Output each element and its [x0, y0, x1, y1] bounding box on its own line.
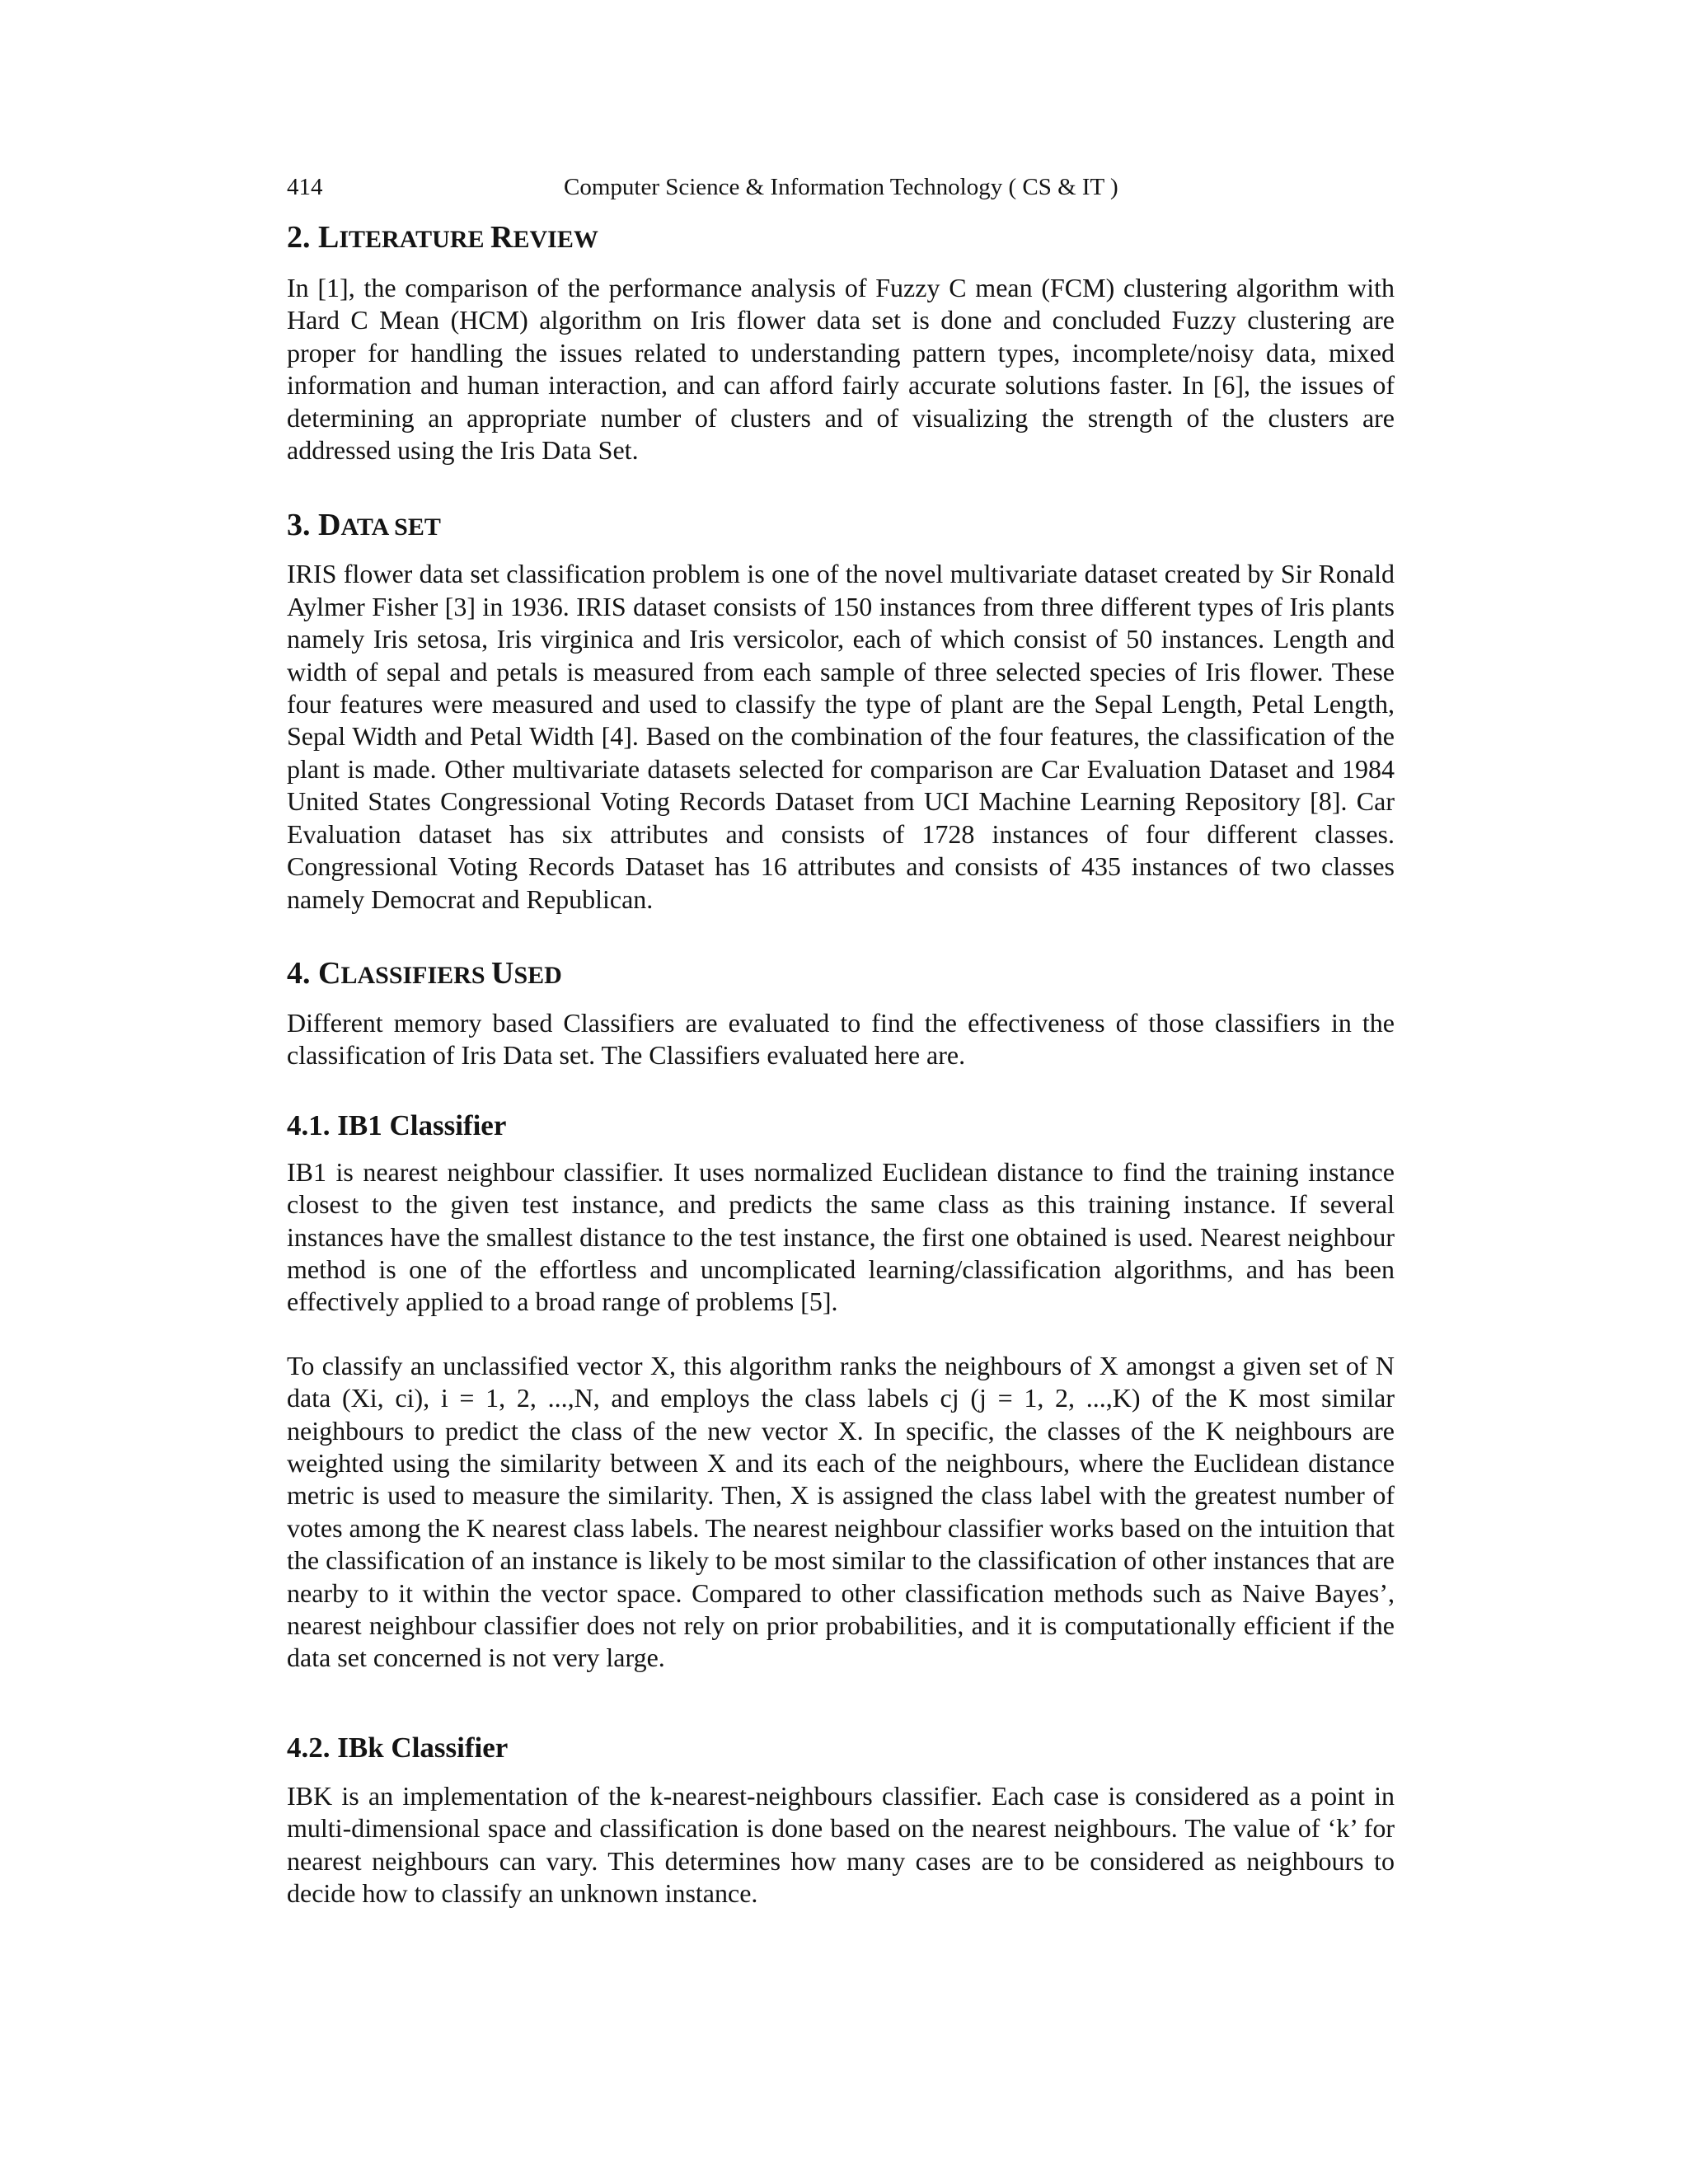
ib1-paragraph-1: IB1 is nearest neighbour classifier. It uses normalized Euclidean distance to find the training instance closest to the given test instance, and predicts the same class as this training instance. If several instances have the smallest distance to the test instance, the first one obtained is used. Nearest neighbour method is one of the effortless and uncomplicated learning/classification algorithms, and has been effectively applied to a broad range of problems [5]. — [287, 1156, 1395, 1317]
section-number: 2. — [287, 220, 311, 255]
section-heading-classifiers-used: 4. CLASSIFIERS USED — [287, 955, 562, 991]
paper-page — [287, 169, 1395, 1910]
section-heading-literature-review: 2. LITERATURE REVIEW — [287, 220, 598, 255]
ib1-paragraph-2: To classify an unclassified vector X, this algorithm ranks the neighbours of X amongst a given set of N data (Xi, ci), i = 1, 2, ...,N, and employs the class labels cj (j = 1, 2, ...,K) of the K most similar neighbours to predict the class of the new vector X. In specific, the classes of the K neighbours are weighted using the similarity between X and its each of the neighbours, where the Euclidean distance metric is used to measure the similarity. Then, X is assigned the class label with the greatest number of votes among the K nearest class labels. The nearest neighbour classifier works based on the intuition that the classification of an instance is likely to be most similar to the classification of other instances that are nearby to it within the vector space. Compared to other classification methods such as Naive Bayes’, nearest neighbour classifier does not rely on prior probabilities, and it is computationally efficient if the data set concerned is not very large. — [287, 1350, 1395, 1673]
data-set-paragraph: IRIS flower data set classification problem is one of the novel multivariate dataset created by Sir Ronald Aylmer Fisher [3] in 1936. IRIS dataset consists of 150 instances from three different types of Iris plants namely Iris setosa, Iris virginica and Iris versicolor, each of which consist of 50 instances. Length and width of sepal and petals is measured from each sample of three selected species of Iris flower. These four features were measured and used to classify the type of plant are the Sepal Length, Petal Length, Sepal Width and Petal Width [4]. Based on the combination of the four features, the classification of the plant is made. Other multivariate datasets selected for comparison are Car Evaluation Dataset and 1984 United States Congressional Voting Records Dataset from UCI Machine Learning Repository [8]. Car Evaluation dataset has six attributes and consists of 1728 instances of four different classes. Congressional Voting Records Dataset has 16 attributes and consists of 435 instances of two classes namely Democrat and Republican. — [287, 559, 1395, 914]
section-heading-data-set: 3. DATA SET — [287, 508, 441, 543]
literature-review-paragraph: In [1], the comparison of the performance analysis of Fuzzy C mean (FCM) clustering algorithm with Hard C Mean (HCM) algorithm on Iris flower data set is done and concluded Fuzzy clustering are proper for handling the issues related to understanding pattern types, incomplete/noisy data, mixed information and human interaction, and can afford fairly accurate solutions faster. In [6], the issues of determining an appropriate number of clusters and of visualizing the strength of the clusters are addressed using the Iris Data Set. — [287, 273, 1395, 466]
journal-title: Computer Science & Information Technology ( CS & IT ) — [564, 174, 1118, 200]
classifiers-used-paragraph: Different memory based Classifiers are evaluated to find the effectiveness of those classifiers in the classification of Iris Data set. The Classifiers evaluated here are. — [287, 1007, 1395, 1071]
subsection-heading-ibk: 4.2. IBk Classifier — [287, 1731, 509, 1764]
page-number: 414 — [287, 174, 323, 200]
section-number: 3. — [287, 508, 311, 543]
section-number: 4. — [287, 955, 311, 991]
subsection-heading-ib1: 4.1. IB1 Classifier — [287, 1108, 507, 1141]
ibk-paragraph: IBK is an implementation of the k-nearest-neighbours classifier. Each case is considered as a point in multi-dimensional space and classification is done based on the nearest neighbours. The value of ‘k’ for nearest neighbours can vary. This determines how many cases are to be considered as neighbours to decide how to classify an unknown instance. — [287, 1780, 1395, 1909]
running-header — [287, 169, 1395, 205]
